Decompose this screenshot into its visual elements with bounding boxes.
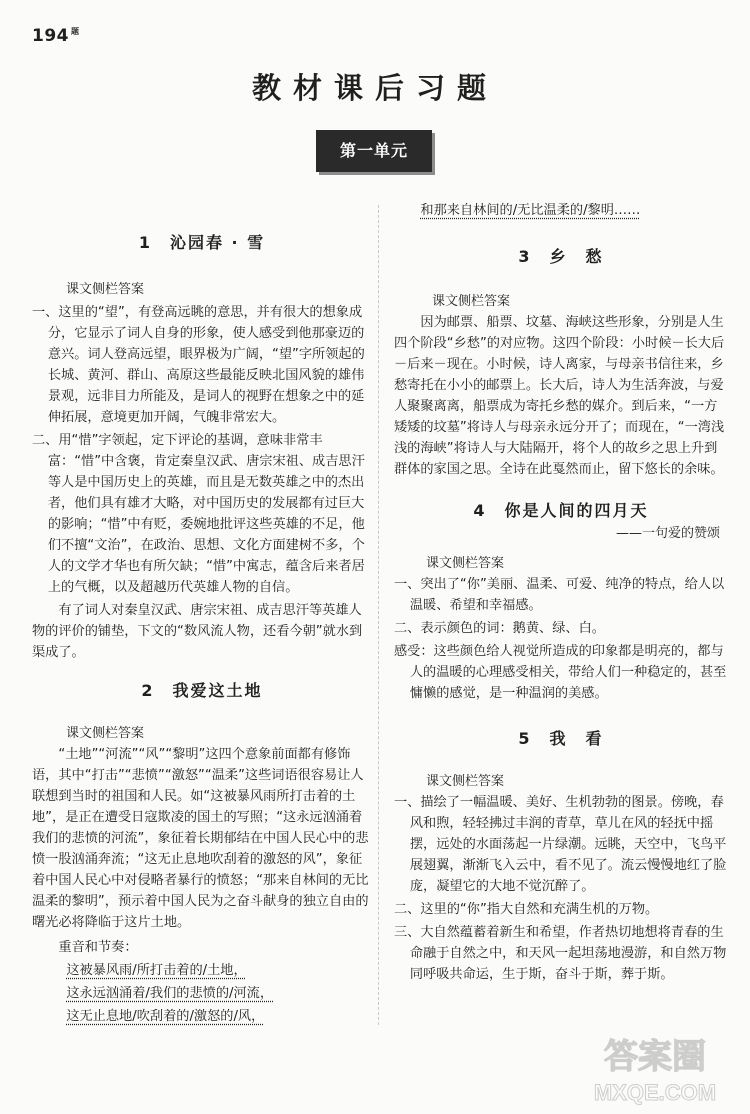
section-3-para-1: 因为邮票、船票、坟墓、海峡这些形象，分别是人生四个阶段“乡愁”的对应物。这四个阶段：小时候－长大后－后来－现在。小时候，诗人离家，与母亲书信往来，乡愁寄托在小小的邮票上。长大后，诗人为生活奔波，与爱人聚聚离离，船票成为寄托乡愁的媒介。到后来，“一方矮矮的坟墓”将诗人与母亲永远分开了；而现在，“一湾浅浅的海峡”将诗人与大陆隔开，将个人的故乡之思上升到群体的家国之思。全诗在此戛然而止，留下悠长的余味。 bbox=[394, 315, 725, 477]
section-5-body bbox=[394, 792, 728, 985]
watermark-text-1: 答案圈 bbox=[604, 1038, 706, 1076]
section-3-body bbox=[394, 312, 728, 480]
rhythm-line-4-block bbox=[394, 200, 728, 221]
page-number: 194 $^题$ bbox=[32, 26, 80, 46]
rhythm-line-2: 这永远汹涌着/我们的悲愤的/河流， bbox=[66, 986, 274, 1001]
section-1-para-1: 一、这里的“望”，有登高远眺的意思，并有很大的想象成分，它显示了词人自身的形象，使人感受到他那豪迈的意兴。词人登高远望，眼界极为广阔，“望”字所领起的长城、黄河、群山、高原这些最能反映北国风貌的雄伟景观，远非目力所能及，是词人的视野在想象之中的延伸拓展，意境更加开阔，气魄非常宏大。 bbox=[32, 305, 365, 425]
section-4-para-1: 一、突出了“你”美丽、温柔、可爱、纯净的特点，给人以温暖、希望和幸福感。 bbox=[394, 577, 725, 613]
section-5-para-3: 三、大自然蕴蓄着新生和希望，作者热切地想将青春的生命融于自然之中，和天风一起坦荡地漫游，和自然万物同呼吸共命运，生于斯，奋斗于斯，葬于斯。 bbox=[394, 925, 727, 982]
section-4-answer-label: 课文侧栏答案 bbox=[426, 556, 505, 571]
unit-banner bbox=[316, 130, 432, 172]
section-1-para-3: 有了词人对秦皇汉武、唐宗宋祖、成吉思汗等英雄人物的评价的铺垫，下文的“数风流人物，还看今朝”就水到渠成了。 bbox=[32, 603, 363, 660]
section-5-para-1: 一、描绘了一幅温暖、美好、生机勃勃的图景。傍晚，春风和煦，轻轻拂过丰润的青草，草儿在风的轻抚中摇摆，远处的水面荡起一片绿潮。远眺，天空中，飞鸟平展翅翼，渐渐飞入云中，看不见了。流云慢慢地红了脸庞，凝望它的大地不觉沉醉了。 bbox=[394, 795, 727, 894]
column-divider bbox=[378, 205, 379, 1025]
unit-label: 第一单元 bbox=[339, 141, 408, 160]
rhythm-line-3: 这无止息地/吹刮着的/激怒的/风， bbox=[66, 1009, 265, 1024]
rhythm-label: 重音和节奏： bbox=[58, 940, 138, 955]
section-2-answer-label: 课文侧栏答案 bbox=[66, 726, 145, 741]
page-title: 教材课后习题 bbox=[251, 71, 498, 105]
watermark-text-2: MXQE.COM bbox=[593, 1080, 717, 1105]
section-4-title: 4 你是人间的四月天 bbox=[473, 501, 649, 520]
section-5-para-2: 二、这里的“你”指大自然和充满生机的万物。 bbox=[394, 902, 659, 917]
section-1-body bbox=[32, 302, 372, 663]
section-1-title: 1 沁园春 · 雪 bbox=[138, 233, 266, 252]
section-2-para-1: “土地”“河流”“风”“黎明”这四个意象前面都有修饰语，其中“打击”“悲愤”“激怒”“温柔”这些词语很容易让人联想到当时的祖国和人民。如“这被暴风雨所打击着的土地”，是正在遭受日寇欺凌的国土的写照；“这永远汹涌着我们的悲愤的河流”，象征着长期郁结在中国人民心中的悲愤一股汹涌奔流；“这无止息地吹刮着的激怒的风”，象征着中国人民心中对侵略者暴行的愤怒；“那来自林间的无比温柔的黎明”，预示着中国人民为之奋斗献身的独立自由的曙光必将降临于这片土地。 bbox=[32, 747, 369, 930]
section-5-title: 5 我 看 bbox=[518, 729, 604, 748]
section-4-body bbox=[394, 574, 728, 704]
rhythm-line-4: 和那来自林间的/无比温柔的/黎明…… bbox=[420, 203, 641, 218]
watermark-logo bbox=[570, 1030, 740, 1110]
section-3-answer-label: 课文侧栏答案 bbox=[432, 294, 511, 309]
section-2-body bbox=[32, 744, 372, 1027]
section-1-para-2: 二、用“惜”字领起，定下评论的基调，意味非常丰富：“惜”中含褒，肯定秦皇汉武、唐宗宋祖、成吉思汗等人是中国历史上的英雄，而且是无数英雄之中的杰出者，他们具有雄才大略，对中国历史的发展都有过巨大的影响；“惜”中有贬，委婉地批评这些英雄的不足，他们不擅“文治”，在政治、思想、文化方面建树不多，个人的文学才华也有所欠缺；“惜”中寓志，蕴含后来者居上的气概，以及超越历代英雄人物的自信。 bbox=[32, 433, 365, 595]
section-4-subtitle: ——一句爱的赞颂 bbox=[615, 526, 720, 541]
section-4-para-3: 感受：这些颜色给人视觉所造成的印象都是明亮的，都与人的温暖的心理感受相关，带给人们一种稳定的，甚至慵懒的感觉，是一种温润的美感。 bbox=[394, 644, 727, 701]
rhythm-line-1: 这被暴风雨/所打击着的/土地， bbox=[66, 963, 247, 978]
section-1-answer-label: 课文侧栏答案 bbox=[66, 282, 145, 297]
section-5-answer-label: 课文侧栏答案 bbox=[426, 774, 505, 789]
section-3-title: 3 乡 愁 bbox=[518, 247, 604, 266]
section-4-para-2: 二、表示颜色的词：鹅黄、绿、白。 bbox=[394, 621, 605, 636]
section-2-title: 2 我爱这土地 bbox=[141, 681, 263, 700]
